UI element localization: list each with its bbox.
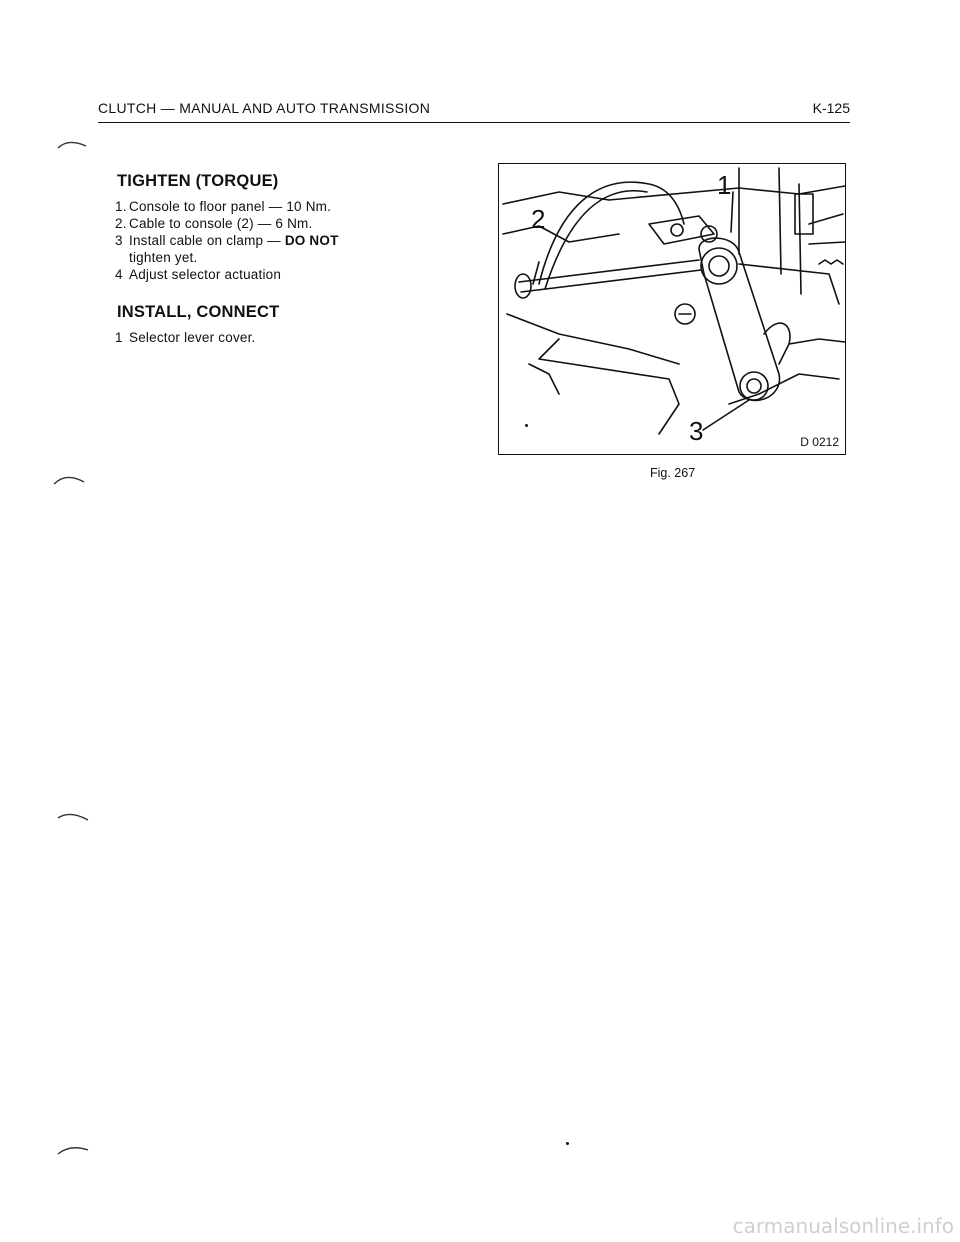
section-heading-tighten: TIGHTEN (TORQUE) xyxy=(117,172,279,190)
dot-mark xyxy=(566,1142,569,1145)
item-number: 1 xyxy=(115,330,123,345)
list-item xyxy=(115,329,256,346)
item-number: 4 xyxy=(115,267,123,282)
item-text: Selector lever cover. xyxy=(129,330,256,345)
item-text: Console to floor panel — 10 Nm. xyxy=(129,199,332,214)
callout-3: 3 xyxy=(689,416,704,446)
header-title: CLUTCH — MANUAL AND AUTO TRANSMISSION xyxy=(98,100,431,116)
watermark-text: carmanualsonline.info xyxy=(732,1214,954,1238)
list-item xyxy=(115,232,339,266)
callout-1: 1 xyxy=(717,170,732,200)
margin-mark xyxy=(56,808,96,824)
item-warning: DO NOT xyxy=(284,233,339,248)
item-text: Adjust selector actuation xyxy=(129,267,282,282)
callout-2: 2 xyxy=(531,204,546,234)
item-text: Install cable on clamp — xyxy=(129,233,285,248)
margin-mark xyxy=(52,470,92,488)
figure-code: D 0212 xyxy=(800,435,839,449)
list-item xyxy=(115,198,331,215)
section-heading-install: INSTALL, CONNECT xyxy=(117,303,280,321)
page-header xyxy=(98,100,850,123)
page-number: K-125 xyxy=(812,100,850,116)
item-number: 1. xyxy=(115,199,127,214)
item-number: 2. xyxy=(115,216,127,231)
item-text-continued: tighten yet. xyxy=(129,250,198,265)
item-text: Cable to console (2) — 6 Nm. xyxy=(129,216,313,231)
figure-caption: Fig. 267 xyxy=(650,466,696,480)
margin-mark xyxy=(56,1142,96,1158)
list-item xyxy=(115,266,281,283)
item-number: 3 xyxy=(115,233,123,248)
list-item xyxy=(115,215,312,232)
margin-mark xyxy=(56,136,96,152)
selector-mechanism-drawing xyxy=(499,164,846,455)
figure-illustration xyxy=(498,163,846,455)
dot-mark xyxy=(525,424,528,427)
